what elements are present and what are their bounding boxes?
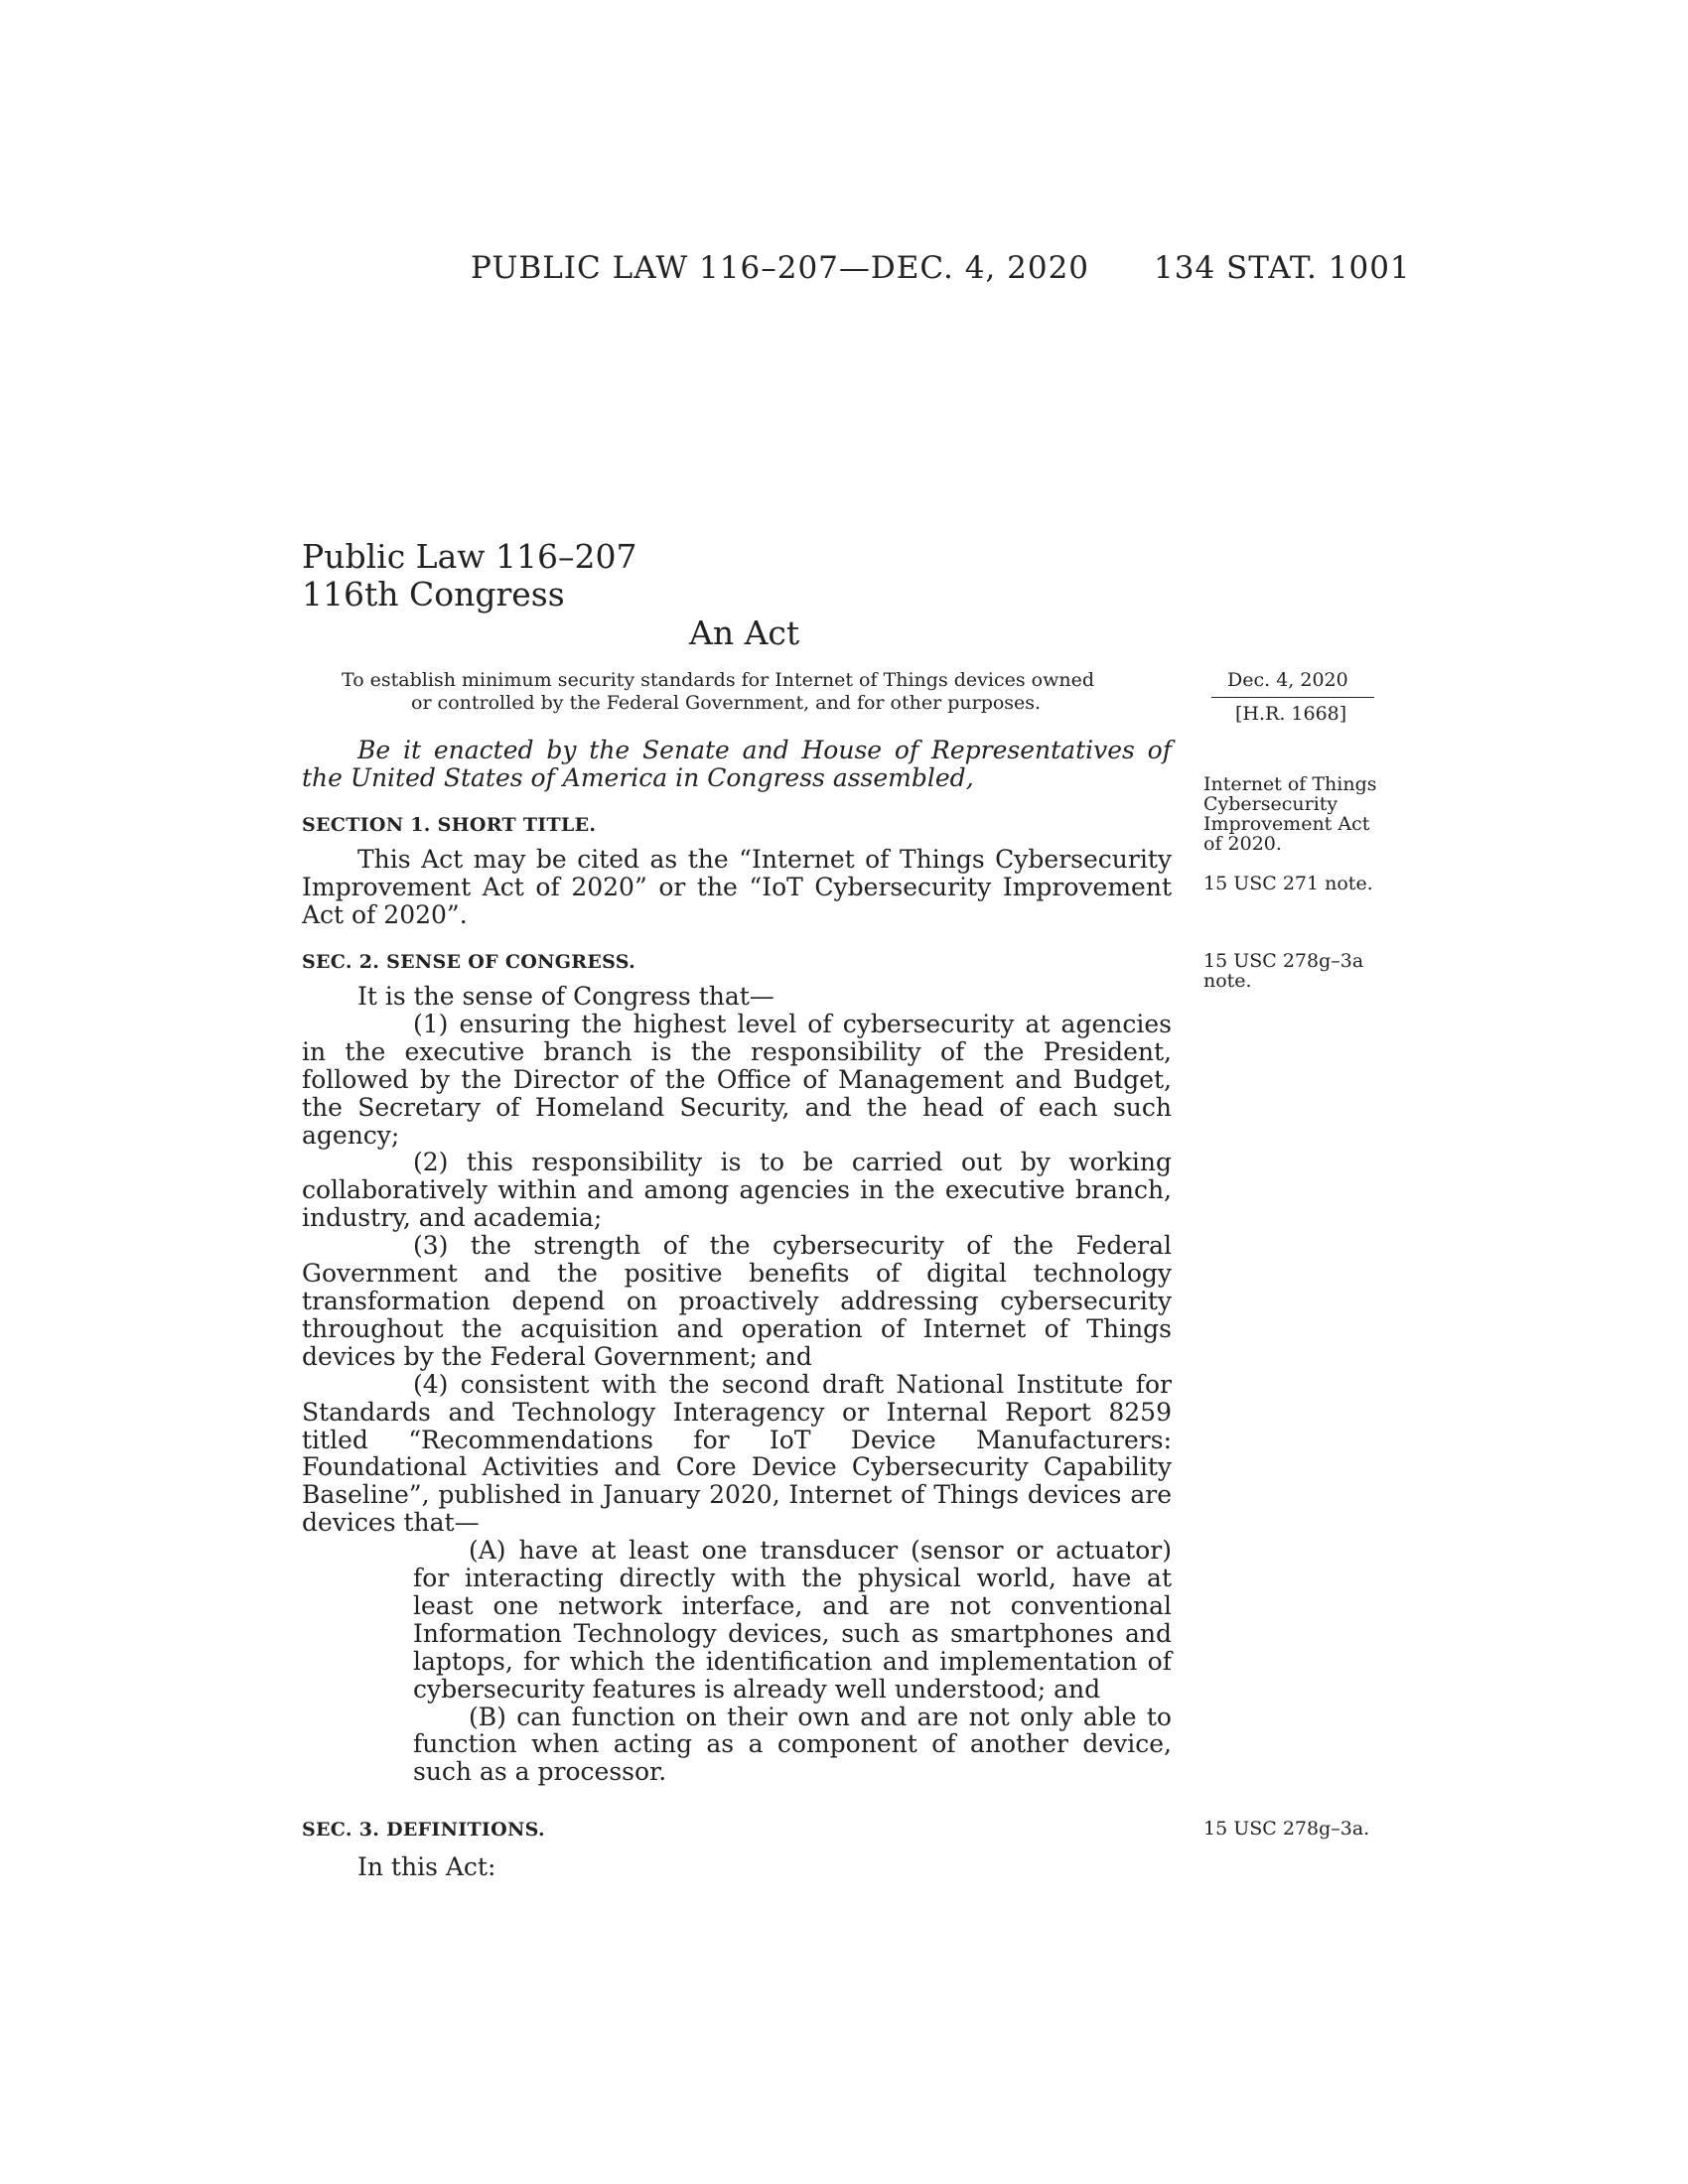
section-3-citation: 15 USC 278g–3a. [1203,1818,1370,1840]
running-title: PUBLIC LAW 116–207—DEC. 4, 2020 [471,250,1090,286]
act-label: An Act [689,614,800,652]
section-3-heading: SEC. 3. DEFINITIONS. [302,1819,545,1841]
section-2-heading: SEC. 2. SENSE OF CONGRESS. [302,951,636,973]
page-reference: 134 STAT. 1001 [1154,250,1411,286]
section-2-body [302,983,1172,1786]
section-2-intro: It is the sense of Congress that— [357,982,774,1011]
public-law-number: Public Law 116–207 [302,537,637,576]
bill-number: [H.R. 1668] [1235,703,1347,725]
short-title-citation: 15 USC 271 note. [1203,873,1373,894]
section-3-intro: In this Act: [357,1852,496,1881]
section-2-paragraph-2: (2) this responsibility is to be carried out by working collaboratively within and among agencies in the executive branch, industry, and academia; [302,1148,1172,1233]
section-2-citation-line-2: note. [1203,970,1252,992]
section-2-paragraph-1: (1) ensuring the highest level of cybersecurity at agencies in the executive branch is the responsibility of the President, followed by the Director of the Office of Management and Budget, the Secretary of Homeland Security, and the head of each such agency; [302,1009,1172,1150]
date-rule [1211,697,1374,698]
section-1-heading: SECTION 1. SHORT TITLE. [302,814,597,836]
section-1-body [302,846,1172,929]
enactment-date: Dec. 4, 2020 [1227,669,1348,691]
congress-number: 116th Congress [302,575,565,614]
purpose-line-2: or controlled by the Federal Government, and for other purposes. [411,692,1042,714]
section-2-paragraph-3: (3) the strength of the cybersecurity of the Federal Government and the positive benefits of digital technology transformation depend on proactively addressing cybersecurity throughout the acquisition and operation of Internet of Things devices by the Federal Government; and [302,1231,1172,1371]
section-2-citation-line-1: 15 USC 278g–3a [1203,950,1364,972]
section-2-subparagraph-a: (A) have at least one transducer (sensor or actuator) for interacting directly with the physical world, have at least one network interface, and are not conventional Information Technology devices, such as smartphones and laptops, for which the identification and implementation of cybersecurity features is already well understood; and [413,1536,1172,1704]
section-2-subparagraph-b: (B) can function on their own and are not only able to function when acting as a component of another device, such as a processor. [413,1702,1172,1787]
short-title-sidenote: Internet of Things Cybersecurity Improvement Act of 2020. [1203,773,1377,855]
section-2-paragraph-4: (4) consistent with the second draft National Institute for Standards and Technology Interagency or Internal Report 8259 titled “Recommendations for IoT Device Manufacturers: Foundational Activities and Core Device Cybersecurity Capability Baseline”, published in January 2020, Internet of Things devices are devices that— [302,1369,1172,1538]
purpose-line-1: To establish minimum security standards for Internet of Things devices owned [342,669,1094,691]
section-1-text: This Act may be cited as the “Internet of Things Cybersecurity Improvement Act of 2020” or the “IoT Cybersecurity Improvement Act of 2020”. [302,845,1172,929]
enacting-clause: Be it enacted by the Senate and House of Representatives of the United States of America in Congress assembled, [302,736,1172,792]
